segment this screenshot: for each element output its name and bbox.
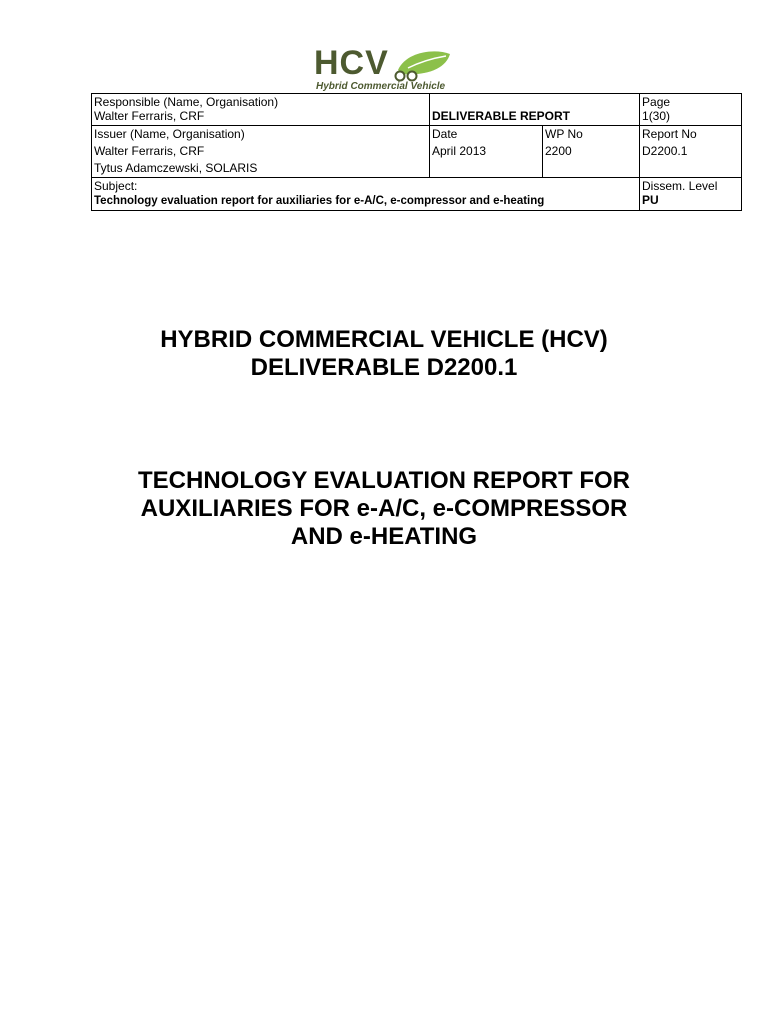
sub-title: [0, 467, 768, 551]
doc-type: DELIVERABLE REPORT: [432, 109, 571, 123]
header-row-responsible: [92, 94, 742, 126]
doc-type-cell: [430, 94, 640, 126]
date-value: April 2013: [432, 144, 487, 158]
report-label: Report No: [642, 127, 697, 141]
dissem-value: PU: [642, 193, 659, 207]
sub-title-line-3: AND e-HEATING: [290, 523, 478, 550]
page-cell: [640, 94, 742, 126]
subject-label: Subject:: [94, 179, 138, 193]
sub-title-line-2: AUXILIARIES FOR e-A/C, e-COMPRESSOR: [140, 495, 628, 522]
report-cell: [640, 126, 742, 178]
leaf-car-icon: [394, 48, 452, 82]
sub-title-line-1: TECHNOLOGY EVALUATION REPORT FOR: [137, 467, 630, 494]
responsible-value: Walter Ferraris, CRF: [94, 109, 205, 123]
wp-label: WP No: [545, 127, 583, 141]
issuer-label: Issuer (Name, Organisation): [94, 127, 245, 141]
header-row-subject: [92, 178, 742, 211]
wp-value: 2200: [545, 144, 572, 158]
logo-text: HCV: [314, 44, 389, 82]
report-value: D2200.1: [642, 144, 688, 158]
main-title: [0, 326, 768, 382]
responsible-cell: [92, 94, 430, 126]
logo-tagline: Hybrid Commercial Vehicle: [316, 81, 446, 92]
main-title-line-1: HYBRID COMMERCIAL VEHICLE (HCV): [160, 326, 608, 353]
hcv-logo: [314, 44, 456, 94]
issuer-value-1: Walter Ferraris, CRF: [94, 144, 205, 158]
header-row-issuer: [92, 126, 742, 178]
page-label: Page: [642, 95, 671, 109]
issuer-value-2: Tytus Adamczewski, SOLARIS: [94, 161, 258, 175]
date-cell: [430, 126, 543, 178]
dissem-cell: [640, 178, 742, 211]
subject-value: Technology evaluation report for auxiliaries for e-A/C, e-compressor and e-heating: [94, 195, 545, 207]
issuer-cell: [92, 126, 430, 178]
dissem-label: Dissem. Level: [642, 179, 718, 193]
date-label: Date: [432, 127, 458, 141]
main-title-line-2: DELIVERABLE D2200.1: [250, 354, 518, 381]
wp-cell: [543, 126, 640, 178]
page-value: 1(30): [642, 109, 671, 123]
document-header-table: [91, 93, 742, 211]
subject-cell: [92, 178, 640, 211]
responsible-label: Responsible (Name, Organisation): [94, 95, 279, 109]
